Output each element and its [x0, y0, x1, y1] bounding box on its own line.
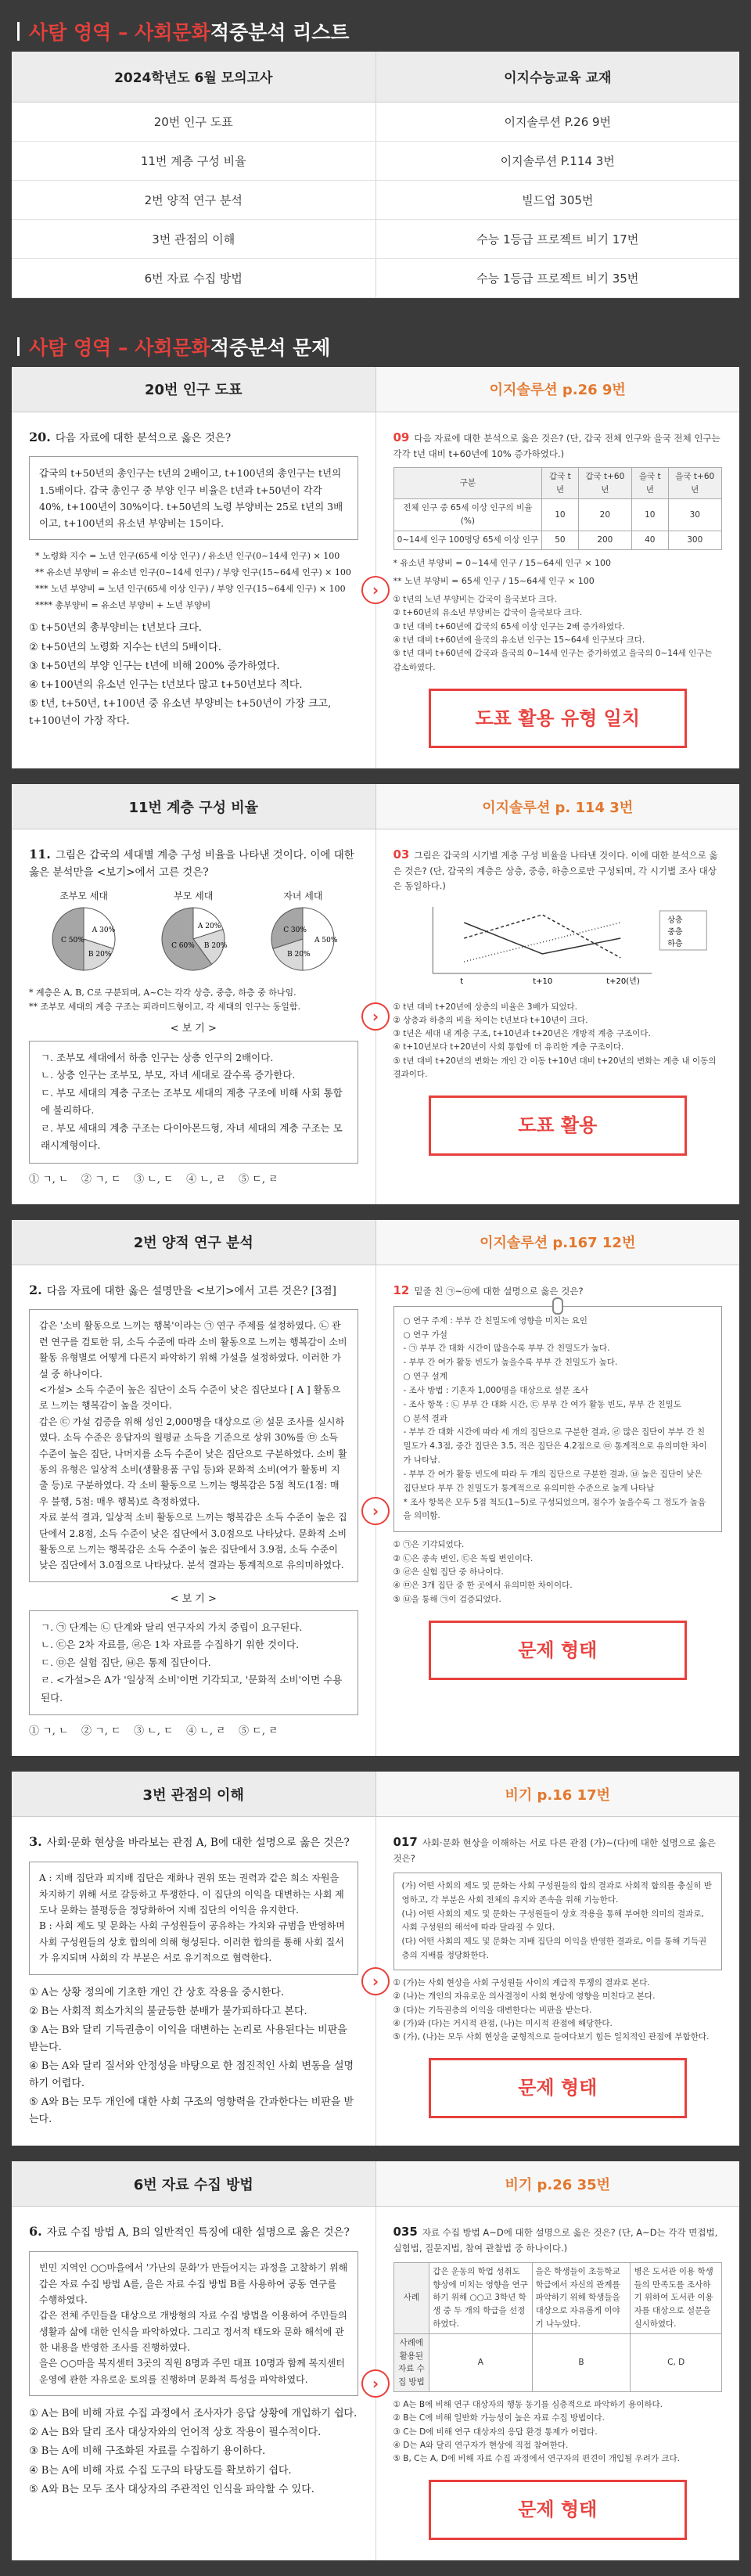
pie-slice-label: A 20% — [198, 922, 221, 930]
table-row — [393, 2262, 722, 2333]
header-book: 이지수능교육 교재 — [376, 52, 739, 102]
formula: ** 유소년 부양비 = 유소년 인구(0~14세 인구) / 부양 인구(15~64세 인구) × 100 — [35, 567, 351, 578]
choice: ② ㉡은 종속 변인, ㉢은 독립 변인이다. — [393, 1553, 534, 1563]
legend-entry: 중층 — [667, 928, 683, 937]
list-section-title — [0, 11, 751, 52]
table-cell: 200 — [578, 531, 631, 550]
pie-slice-label: B 20% — [88, 950, 112, 959]
table-head-cell: 을국 t년 — [632, 467, 668, 499]
book-choice-list — [393, 1977, 723, 2045]
exam-question — [12, 2207, 376, 2560]
choice: ② B는 사회적 희소가치의 불균등한 분배가 불가피하다고 본다. — [29, 2005, 307, 2017]
block-right-title: 비기 p.26 35번 — [376, 2161, 740, 2206]
book-choice-list — [393, 1001, 723, 1082]
pie-slice-label: C 60% — [171, 941, 196, 950]
choice: ⑤ A와 B는 모두 조사 대상자의 주관적인 인식을 파악할 수 있다. — [29, 2483, 314, 2495]
choice: ① t+50년의 총부양비는 t년보다 크다. — [29, 622, 202, 635]
hit-list-table — [12, 52, 739, 298]
table-cell: 사례에 활용된 자료 수집 방법 — [393, 2333, 429, 2391]
list-title-suffix: 적중분석 리스트 — [210, 21, 350, 44]
book-question — [376, 1265, 740, 1757]
table-head-cell: 갑국 t년 — [542, 467, 578, 499]
choice: ② 상층과 하층의 비율 차이는 t년보다 t+10년이 크다. — [393, 1015, 588, 1025]
match-badge: 문제 형태 — [429, 1621, 687, 1680]
table-head-cell: 을국 t+60년 — [668, 467, 721, 499]
choice: ② (나)는 개인의 자유로운 의사결정이 사회 현상에 영향을 미친다고 본다. — [393, 1991, 656, 2002]
table-row — [393, 499, 722, 531]
box-line: - 조사 항목 : ㉡ 부부 간 대화 시간, ㉢ 부부 간 여가 활동 빈도, 부부 간 친밀도 — [403, 1399, 681, 1409]
question-number: 3. — [29, 1834, 42, 1850]
book-question-number: 017 — [393, 1835, 418, 1850]
choice: ① (가)는 사회 현상을 사회 구성원들 사이의 계급적 투쟁의 결과로 본다. — [393, 1977, 650, 1988]
pie-label: 부모 세대 — [174, 890, 214, 902]
choice: ② t+60년의 유소년 부양비는 갑국이 을국보다 크다. — [393, 608, 583, 618]
table-head-cell: 갑국 t+60년 — [578, 467, 631, 499]
book-question — [376, 2207, 740, 2560]
choice-inline: ① ㄱ, ㄴ ② ㄱ, ㄷ ③ ㄴ, ㄷ ④ ㄴ, ㄹ ⑤ ㄷ, ㄹ — [29, 1173, 278, 1185]
book-item-cell: 빌드업 305번 — [376, 180, 739, 219]
match-badge: 문제 형태 — [429, 2058, 687, 2117]
choice: ④ (가)와 (다)는 거시적 관점, (나)는 미시적 관점에 해당한다. — [393, 2018, 613, 2028]
choice: ④ D는 A와 달리 연구자가 현상에 직접 참여한다. — [393, 2440, 569, 2450]
table-row — [393, 2333, 722, 2391]
bogi-title: < 보 기 > — [170, 1023, 217, 1035]
book-question — [376, 1817, 740, 2146]
question-box: 갑은 '소비 활동으로 느끼는 행복'이라는 ㉠ 연구 주제를 설정하였다. ㉡ 관련 연구를 검토한 뒤, 소득 수준에 따라 소비 활동으로 느끼는 행복감이 소비 활동 유형별로 어떻게 다른지 파악하기 위해 가설을 설정하였다. 이러한 가설 중 하나이다. <가설> 소득 수준이 높은 집단이 소득 수준이 낮은 집단보다 [ A ] 활동으로 느끼는 행복감이 높을 것이다. 갑은 ㉢ 가설 검증을 위해 성인 2,000명을 대상으로 ㉣ 설문 조사를 실시하였다. 소득 수준은 응답자의 월평균 소득을 기준으로 상위 30%를 ㉤ 소득 수준이 높은 집단, 나머지를 소득 수준이 낮은 집단으로 구분하였다. 소비 활동의 유형은 일상적 소비(생활용품 구입 등)와 문화적 소비(여가 활동비 지출 등)로 구분하였다. 각 소비 활동으로 느끼는 행복감은 5점 척도(1점: 매우 불행, 5점: 매우 행복)로 측정하였다. 자료 분석 결과, 일상적 소비 활동으로 느끼는 행복감은 소득 수준이 높은 집단에서 2.8점, 소득 수준이 낮은 집단에서 3.0점으로 나타났다. 문화적 소비 활동으로 느끼는 행복감은 소득 수준이 높은 집단에서 3.9점, 소득 수준이 낮은 집단에서 3.0점으로 나타났다. 분석 결과는 통계적으로 유의미하였다. — [29, 1309, 358, 1581]
choice: ① ㉠은 기각되었다. — [393, 1540, 465, 1550]
pie-chart — [158, 889, 228, 978]
pie-svg — [158, 904, 228, 974]
choice: ③ t년은 세대 내 계층 구조, t+10년과 t+20년은 개방적 계층 구조이다. — [393, 1029, 651, 1039]
pie-svg — [49, 904, 119, 974]
exam-question — [12, 1817, 376, 2146]
pie-slice-label: C 50% — [61, 936, 84, 944]
bogi-item: ㄴ. ㉢은 2차 자료를, ㉣은 1차 자료를 수집하기 위한 것이다. — [41, 1639, 300, 1651]
block-right-title: 비기 p.16 17번 — [376, 1772, 740, 1816]
block-left-title: 11번 계층 구성 비율 — [12, 784, 376, 829]
book-question-number: 09 — [393, 430, 410, 444]
question-text: 자료 수집 방법 A, B의 일반적인 특징에 대한 설명으로 옳은 것은? — [46, 2226, 350, 2240]
box-line: ○ 분석 결과 — [403, 1413, 447, 1423]
choice: ③ B는 A에 비해 구조화된 자료를 수집하기 용이하다. — [29, 2445, 266, 2458]
formula: *** 노년 부양비 = 노년 인구(65세 이상 인구) / 부양 인구(15~64세 인구) × 100 — [35, 584, 346, 595]
exam-item-cell: 11번 계층 구성 비율 — [12, 141, 376, 180]
title-bar — [17, 337, 20, 356]
chevron-right-icon: › — [361, 576, 390, 604]
box-line: * 조사 항목은 모두 5점 척도(1~5)로 구성되었으며, 점수가 높을수록 그 정도가 높음을 의미함. — [403, 1497, 706, 1521]
book-data-table — [393, 467, 723, 550]
choice: ① A는 B에 비해 연구 대상자의 행동 동기를 심층적으로 파악하기 용이하다. — [393, 2399, 663, 2409]
choice: ⑤ B, C는 A, D에 비해 자료 수집 과정에서 연구자의 편견이 개입될 우려가 크다. — [393, 2454, 680, 2464]
choice: ④ t+10년보다 t+20년이 사회 통합에 더 유리한 계층 구조이다. — [393, 1042, 624, 1052]
box-line: (나) 어떤 사회의 제도 및 문화는 구성원들이 상호 작용을 통해 부여한 의미의 결과로, 사회 구성원의 해석에 따라 달라질 수 있다. — [401, 1909, 704, 1933]
box-line: ○ 연구 설계 — [403, 1372, 447, 1382]
table-cell: 사례 — [393, 2262, 429, 2333]
question-number: 20. — [29, 429, 51, 444]
formula: * 노령화 지수 = 노년 인구(65세 이상 인구) / 유소년 인구(0~14세 인구) × 100 — [35, 551, 340, 562]
book-item-cell: 수능 1등급 프로젝트 비기 17번 — [376, 219, 739, 258]
box-line: (가) 어떤 사회의 제도 및 문화는 사회 구성원들의 합의 결과로 사회적 합의를 충실히 반영하고, 각 부분은 사회 전체의 유지와 존속을 위해 기능한다. — [401, 1880, 712, 1905]
pie-label: 조부모 세대 — [59, 890, 108, 902]
choice: ④ t+100년의 유소년 인구는 t년보다 많고 t+50년보다 적다. — [29, 678, 303, 691]
block-right-title: 이지솔루션 p.167 12번 — [376, 1220, 740, 1265]
block-left-title: 6번 자료 수집 방법 — [12, 2161, 376, 2206]
table-row — [12, 180, 739, 219]
choice: ③ C는 D에 비해 연구 대상자의 응답 환경 통제가 어렵다. — [393, 2427, 598, 2437]
book-question-text: 사회·문화 현상을 이해하는 서로 다른 관점 (가)~(다)에 대한 설명으로 옳은 것은? — [393, 1837, 716, 1865]
bogi-item: ㄹ. 부모 세대의 계층 구조는 다이아몬드형, 자녀 세대의 계층 구조는 모래시계형이다. — [41, 1121, 343, 1152]
book-data-table — [393, 2262, 723, 2392]
table-row — [12, 102, 739, 141]
table-cell: 갑은 운동의 학업 성취도 향상에 미치는 영향을 연구하기 위해 ○○고 3학년 학생 중 두 개의 학급을 선정하였다. — [429, 2262, 532, 2333]
choice: ② t+50년의 노령화 지수는 t년의 5배이다. — [29, 641, 221, 653]
bogi-title: < 보 기 > — [170, 1592, 217, 1605]
question-box: 빈민 지역인 ○○마을에서 '가난의 문화'가 만들어지는 과정을 고찰하기 위해 갑은 자료 수집 방법 A를, 을은 자료 수집 방법 B를 사용하여 공동 연구를 수행하였다. 갑은 전체 주민들을 대상으로 개방형의 자료 수집 방법을 이용하여 주민들의 생활과 삶에 대한 인식을 파악하였다. 그리고 정서적 태도와 문화 해석에 관한 내용을 반영한 조사를 진행하였다. 을은 ○○마을 복지센터 3곳의 직원 8명과 주민 대표 10명과 함께 복지센터 운영에 관한 자유로운 토의를 진행하며 문화적 특성을 파악하였다. — [29, 2251, 358, 2396]
pie-slice-label: A 50% — [314, 936, 338, 944]
list-title-prefix: 사탐 영역 – 사회문화 — [29, 21, 210, 44]
choice: ② B는 C에 비해 일반화 가능성이 높은 자료 수집 방법이다. — [393, 2413, 605, 2423]
pie-chart — [268, 889, 338, 978]
box-line: - 부부 간 대화 시간에 따라 세 개의 집단으로 구분한 결과, ㉣ 많은 집단이 부부 간 친밀도가 4.3점, 중간 집단은 3.5, 적은 집단은 4.2점으로 ㉤ 통계적으로 유의미한 차이가 나타남. — [403, 1427, 707, 1466]
table-cell: C, D — [631, 2333, 722, 2391]
match-badge: 문제 형태 — [429, 2480, 687, 2539]
block-quantitative-research — [12, 1220, 739, 1757]
bogi-item: ㄹ. <가설>은 A가 '일상적 소비'이면 기각되고, '문화적 소비'이면 수용된다. — [41, 1674, 343, 1704]
exam-question — [12, 829, 376, 1203]
box-line: - 부부 간 여가 활동 빈도에 따라 두 개의 집단으로 구분한 결과, ㉥ 높은 집단이 낮은 집단보다 부부 간 친밀도가 통계적으로 유의미한 수준으로 높게 나타남 — [403, 1469, 702, 1493]
book-question-text: 밑줄 친 ㉠~㉤에 대한 설명으로 옳은 것은? — [414, 1285, 584, 1297]
pie-note: * 계층은 A, B, C로 구분되며, A~C는 각각 상층, 중층, 하층 중 하나임. ** 조부모 세대의 계층 구조는 피라미드형이고, 각 세대의 인구는 동일함. — [29, 988, 300, 1012]
box-line: - ㉠ 부부 간 대화 시간이 많을수록 부부 간 친밀도가 높다. — [403, 1344, 610, 1354]
header-exam: 2024학년도 6월 모의고사 — [12, 52, 376, 102]
question-text: 그림은 갑국의 세대별 계층 구성 비율을 나타낸 것이다. 이에 대한 옳은 분석만을 <보기>에서 고른 것은? — [29, 849, 354, 880]
table-cell: 을은 학생들이 초등학교 학급에서 자신의 관계를 파악하기 위해 학생들을 대상으로 자유롭게 이야기 나누었다. — [532, 2262, 631, 2333]
exam-item-cell: 6번 자료 수집 방법 — [12, 258, 376, 297]
box-line: (다) 어떤 사회의 제도 및 문화는 지배 집단의 이익을 반영한 결과로, 이를 통해 기득권층의 지배를 정당화한다. — [401, 1937, 707, 1961]
table-cell: 300 — [668, 531, 721, 550]
pie-chart-row — [29, 889, 358, 978]
exam-item-cell: 20번 인구 도표 — [12, 102, 376, 141]
exam-question — [12, 412, 376, 769]
legend-entry: 상층 — [667, 916, 683, 926]
match-badge: 도표 활용 — [429, 1096, 687, 1155]
question-box: A : 지배 집단과 피지배 집단은 재화나 권위 또는 권력과 같은 희소 자원을 차지하기 위해 서로 갈등하고 투쟁한다. 이 집단의 이익을 대변하는 사회 제도나 문화는 불평등을 정당화하여 지배 집단의 이익을 유지한다. B : 사회 제도 및 문화는 사회 구성원들이 공유하는 가치와 규범을 반영하며 사회 구성원들의 상호 합의에 의해 형성된다. 이러한 합의를 통해 사회 질서가 유지되며 사회의 각 부분은 서로 유기적으로 협력한다. — [29, 1862, 358, 1974]
choice: ④ ㉤은 3개 집단 중 한 곳에서 유의미한 차이이다. — [393, 1581, 573, 1591]
book-choice-list — [393, 2398, 723, 2466]
statement-box — [393, 1873, 723, 1970]
box-line: ○ 연구 주제 : 부부 간 친밀도에 영향을 미치는 요인 — [403, 1315, 588, 1326]
problem-title-suffix: 적중분석 문제 — [210, 336, 331, 359]
book-question — [376, 412, 740, 769]
clip-icon — [552, 1297, 563, 1315]
table-row — [12, 141, 739, 180]
block-right-title: 이지솔루션 p.26 9번 — [376, 367, 740, 412]
book-item-cell: 이지솔루션 P.114 3번 — [376, 141, 739, 180]
note: ** 노년 부양비 = 65세 인구 / 15~64세 인구 × 100 — [393, 576, 595, 587]
box-line: - 조사 방법 : 기혼자 1,000명을 대상으로 설문 조사 — [403, 1385, 589, 1395]
choice: ① t년의 노년 부양비는 갑국이 을국보다 크다. — [393, 595, 557, 605]
table-row — [12, 258, 739, 297]
table-row — [393, 531, 722, 550]
choice: ③ t년 대비 t+60년에 갑국의 65세 이상 인구는 2배 증가하였다. — [393, 621, 625, 631]
table-cell: B — [532, 2333, 631, 2391]
table-cell: 20 — [578, 499, 631, 531]
table-cell: 전체 인구 중 65세 이상 인구의 비율(%) — [393, 499, 542, 531]
block-left-title: 3번 관점의 이해 — [12, 1772, 376, 1816]
line-graph — [393, 899, 723, 985]
question-number: 2. — [29, 1282, 42, 1297]
block-population — [12, 367, 739, 769]
exam-item-cell: 3번 관점의 이해 — [12, 219, 376, 258]
bogi-box — [29, 1610, 358, 1716]
book-choice-list — [393, 1538, 723, 1606]
table-cell: 병은 도서관 이용 학생들의 만족도를 조사하기 위하여 도서관 이용자를 대상으로 설문을 실시하였다. — [631, 2262, 722, 2333]
problem-section-title — [0, 326, 751, 367]
book-question-text: 다음 자료에 대한 분석으로 옳은 것은? (단, 갑국 전체 인구와 을국 전체 인구는 각각 t년 대비 t+60년에 10% 증가하였다.) — [393, 432, 720, 459]
question-box: 갑국의 t+50년의 총인구는 t년의 2배이고, t+100년의 총인구는 t년의 1.5배이다. 갑국 총인구 중 부양 인구 비율은 t년과 t+50년이 각각 40%, t+100년이 30%이다. t+50년의 노령 부양비는 25로 t년의 3배이고, t+100년의 유소년 부양비는 15이다. — [29, 456, 358, 540]
bogi-item: ㄱ. 조부모 세대에서 하층 인구는 상층 인구의 2배이다. — [41, 1051, 274, 1063]
book-question-number: 035 — [393, 2225, 418, 2240]
book-question — [376, 829, 740, 1203]
box-line: - 부부 간 여가 활동 빈도가 높을수록 부부 간 친밀도가 높다. — [403, 1358, 618, 1368]
book-question-text: 그림은 갑국의 시기별 계층 구성 비율을 나타낸 것이다. 이에 대한 분석으로 옳은 것은? (단, 갑국의 계층은 상층, 중층, 하층으로만 구성되며, 각 시기별 조사 대상은 동일하다.) — [393, 850, 718, 891]
x-tick: t+20(년) — [605, 977, 640, 986]
choice: ④ B는 A와 달리 질서와 안정성을 바탕으로 한 점진적인 사회 변동을 설명하기 어렵다. — [29, 2060, 354, 2090]
bogi-item: ㄷ. ㉤은 실험 집단, ㉥은 통제 집단이다. — [41, 1656, 211, 1668]
bogi-item: ㄱ. ㉠ 단계는 ㉡ 단계와 달리 연구자의 가치 중립이 요구된다. — [41, 1621, 303, 1633]
clipboard-box — [393, 1306, 723, 1533]
block-left-title: 2번 양적 연구 분석 — [12, 1220, 376, 1265]
choice: ① A는 B에 비해 자료 수집 과정에서 조사자가 응답 상황에 개입하기 쉽다. — [29, 2408, 358, 2420]
question-text: 사회·문화 현상을 바라보는 관점 A, B에 대한 설명으로 옳은 것은? — [46, 1837, 350, 1850]
book-item-cell: 수능 1등급 프로젝트 비기 35번 — [376, 258, 739, 297]
chevron-right-icon: › — [361, 1967, 390, 1995]
choice: ③ ㉣은 실험 집단 중 하나이다. — [393, 1567, 504, 1577]
block-class-ratio — [12, 784, 739, 1203]
pie-slice-label: A 30% — [92, 926, 116, 934]
choice: ③ A는 B와 달리 기득권층이 이익을 대변하는 논리로 사용된다는 비판을 받는다. — [29, 2024, 347, 2053]
choice: ③ (다)는 기득권층의 이익을 대변한다는 비판을 받는다. — [393, 2005, 592, 2015]
formula-list — [29, 549, 358, 612]
table-head-cell: 구분 — [393, 467, 542, 499]
question-number: 11. — [29, 847, 51, 862]
question-text: 다음 자료에 대한 분석으로 옳은 것은? — [55, 431, 232, 444]
table-cell: 40 — [632, 531, 668, 550]
title-bar — [17, 22, 20, 41]
table-cell: 30 — [668, 499, 721, 531]
bogi-box — [29, 1041, 358, 1164]
table-cell: 0~14세 인구 100명당 65세 이상 인구 — [393, 531, 542, 550]
book-question-number: 03 — [393, 847, 410, 862]
question-text: 다음 자료에 대한 옳은 설명만을 <보기>에서 고른 것은? [3점] — [46, 1284, 336, 1297]
pie-slice-label: B 20% — [287, 950, 311, 959]
pie-slice-label: B 20% — [204, 941, 228, 950]
book-item-cell: 이지솔루션 P.26 9번 — [376, 102, 739, 141]
chevron-right-icon: › — [361, 1497, 390, 1525]
pie-slice-label: C 30% — [283, 926, 307, 934]
table-cell: 10 — [542, 499, 578, 531]
choice: ⑤ ㉥을 통해 ㉠이 검증되었다. — [393, 1594, 501, 1604]
match-badge: 도표 활용 유형 일치 — [429, 689, 687, 748]
block-data-collection — [12, 2161, 739, 2560]
question-number: 6. — [29, 2224, 42, 2240]
exam-item-cell: 2번 양적 연구 분석 — [12, 180, 376, 219]
note: * 유소년 부양비 = 0~14세 인구 / 15~64세 인구 × 100 — [393, 557, 612, 568]
x-tick: t — [459, 977, 463, 986]
choice: ④ B는 A에 비해 자료 수집 도구의 타당도를 확보하기 쉽다. — [29, 2464, 292, 2477]
table-header-row — [12, 52, 739, 102]
formula: **** 총부양비 = 유소년 부양비 + 노년 부양비 — [35, 600, 211, 611]
pie-svg — [268, 904, 338, 974]
choice: ② A는 B와 달리 조사 대상자와의 언어적 상호 작용이 필수적이다. — [29, 2427, 322, 2439]
block-right-title: 이지솔루션 p. 114 3번 — [376, 784, 740, 829]
choice: ① A는 상황 정의에 기초한 개인 간 상호 작용을 중시한다. — [29, 1986, 285, 1999]
box-line: ○ 연구 가설 — [403, 1329, 447, 1340]
choice: ① t년 대비 t+20년에 상층의 비율은 3배가 되었다. — [393, 1002, 577, 1012]
table-cell: A — [429, 2333, 532, 2391]
table-cell: 10 — [632, 499, 668, 531]
choice-list — [29, 1984, 358, 2129]
block-perspective — [12, 1772, 739, 2146]
block-left-title: 20번 인구 도표 — [12, 367, 376, 412]
choice: ⑤ t년 대비 t+20년의 변화는 개인 간 이동 t+10년 대비 t+20년의 변화는 계층 내 이동의 결과이다. — [393, 1056, 717, 1080]
table-cell: 50 — [542, 531, 578, 550]
choice: ⑤ A와 B는 모두 개인에 대한 사회 구조의 영향력을 간과한다는 비판을 받는다. — [29, 2096, 354, 2126]
chevron-right-icon: › — [361, 1002, 390, 1031]
choice-list — [29, 620, 358, 730]
choice-list — [29, 2405, 358, 2498]
choice: ⑤ (가), (나)는 모두 사회 현상을 균형적으로 들여다보기 힘든 일치적인 관점에 부합한다. — [393, 2032, 710, 2042]
pie-chart — [49, 889, 119, 978]
choice: ④ t년 대비 t+60년에 을국의 유소년 인구는 15~64세 인구보다 크다. — [393, 635, 645, 645]
bogi-item: ㄴ. 상층 인구는 조부모, 부모, 자녀 세대로 갈수록 증가한다. — [41, 1069, 296, 1081]
book-choice-list — [393, 593, 723, 675]
choice: ⑤ t년, t+50년, t+100년 중 유소년 부양비는 t+50년이 가장 크고, t+100년이 가장 작다. — [29, 697, 332, 727]
book-question-number: 12 — [393, 1283, 410, 1297]
legend-entry: 하층 — [667, 940, 683, 949]
table-row — [12, 219, 739, 258]
bogi-item: ㄷ. 부모 세대의 계층 구조는 조부모 세대의 계층 구조에 비해 사회 통합에 불리하다. — [41, 1086, 343, 1117]
book-question-text: 자료 수집 방법 A~D에 대한 설명으로 옳은 것은? (단, A~D는 각각 면접법, 실험법, 질문지법, 참여 관찰법 중 하나이다.) — [393, 2227, 718, 2254]
choice: ⑤ t년 대비 t+60년에 갑국과 을국의 0~14세 인구는 증가하였고 을국의 0~14세 인구는 감소하였다. — [393, 649, 713, 672]
choice: ③ t+50년의 부양 인구는 t년에 비해 200% 증가하였다. — [29, 660, 280, 672]
chevron-right-icon: › — [361, 2369, 390, 2398]
page — [0, 11, 751, 2560]
problem-title-prefix: 사탐 영역 – 사회문화 — [29, 336, 210, 359]
choice-inline: ① ㄱ, ㄴ ② ㄱ, ㄷ ③ ㄴ, ㄷ ④ ㄴ, ㄹ ⑤ ㄷ, ㄹ — [29, 1725, 278, 1738]
x-tick: t+10 — [532, 977, 552, 986]
exam-question — [12, 1265, 376, 1757]
pie-label: 자녀 세대 — [283, 890, 323, 902]
